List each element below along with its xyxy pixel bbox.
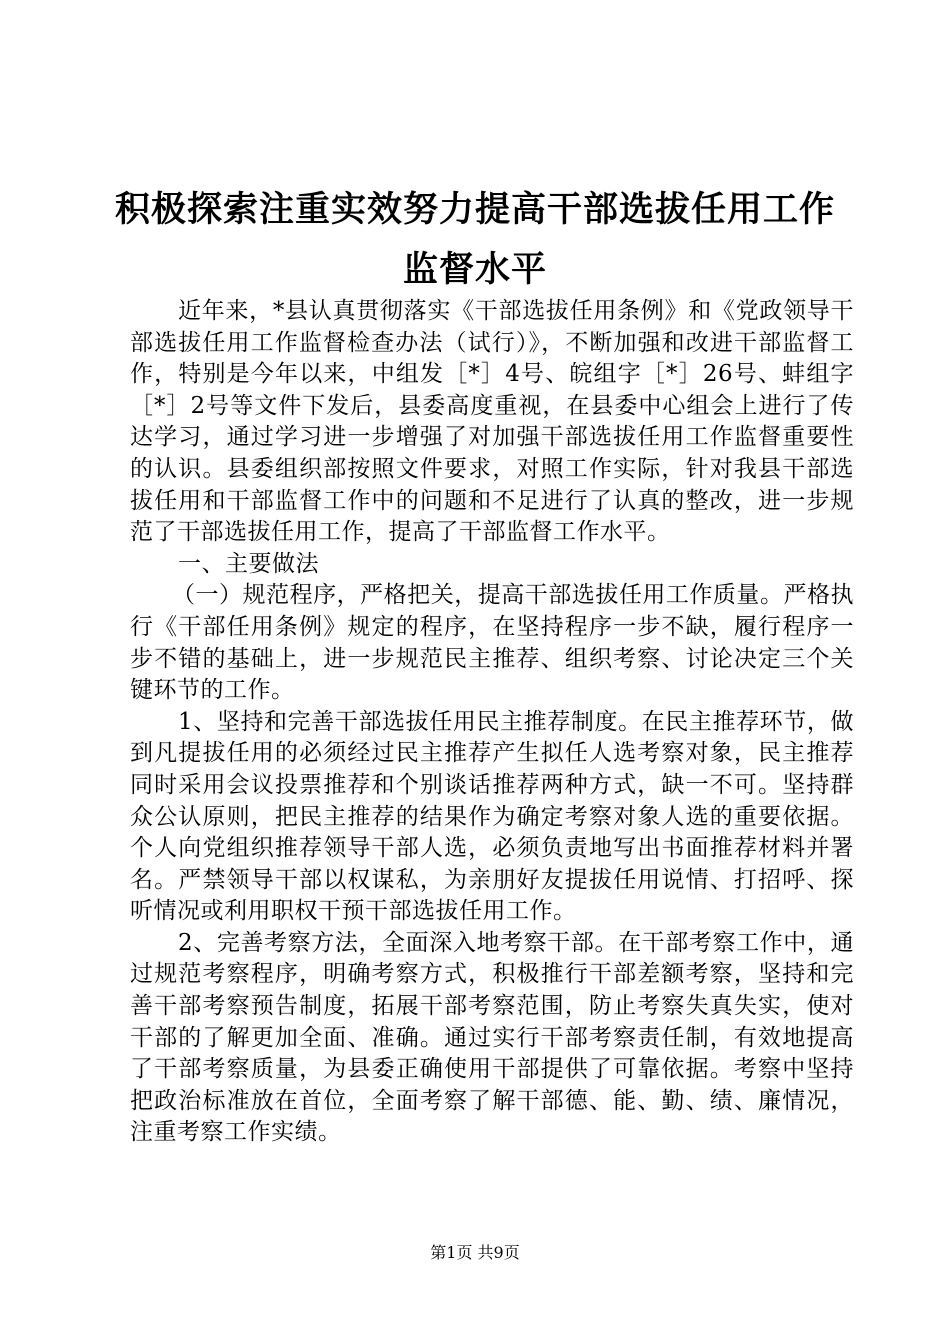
document-title-line-2: 监督水平 xyxy=(402,249,547,290)
document-body xyxy=(130,296,854,1149)
body-paragraph: 1、坚持和完善干部选拔任用民主推荐制度。在民主推荐环节，做到凡提拔任用的必须经过民主推荐产生拟任人选考察对象，民主推荐同时采用会议投票推荐和个别谈话推荐两种方式，缺一不可。坚持群众公认原则，把民主推荐的结果作为确定考察对象人选的重要依据。个人向党组织推荐领导干部人选，必须负责地写出书面推荐材料并署名。严禁领导干部以权谋私，为亲朋好友提拔任用说情、打招呼、探听情况或利用职权干预干部选拔任用工作。 xyxy=(130,708,854,925)
body-paragraph: 2、完善考察方法，全面深入地考察干部。在干部考察工作中，通过规范考察程序，明确考察方式，积极推行干部差额考察，坚持和完善干部考察预告制度，拓展干部考察范围，防止考察失真失实，使对干部的了解更加全面、准确。通过实行干部考察责任制，有效地提高了干部考察质量，为县委正确使用干部提供了可靠依据。考察中坚持把政治标准放在首位，全面考察了解干部德、能、勤、绩、廉情况，注重考察工作实绩。 xyxy=(130,929,854,1146)
document-title-line-1: 积极探索注重实效努力提高干部选拔任用工作 xyxy=(114,189,835,230)
subsection-paragraph: （一）规范程序，严格把关，提高干部选拔任用工作质量。严格执行《干部任用条例》规定的程序，在坚持程序一步不缺，履行程序一步不错的基础上，进一步规范民主推荐、组织考察、讨论决定三个关键环节的工作。 xyxy=(130,582,854,704)
intro-paragraph: 近年来，*县认真贯彻落实《干部选拔任用条例》和《党政领导干部选拔任用工作监督检查办法（试行）》，不断加强和改进干部监督工作，特别是今年以来，中组发［*］4号、皖组字［*］26号、蚌组字［*］2号等文件下发后，县委高度重视，在县委中心组会上进行了传达学习，通过学习进一步增强了对加强干部选拔任用工作监督重要性的认识。县委组织部按照文件要求，对照工作实际，针对我县干部选拔任用和干部监督工作中的问题和不足进行了认真的整改，进一步规范了干部选拔任用工作，提高了干部监督工作水平。 xyxy=(130,298,854,546)
section-heading: 一、主要做法 xyxy=(178,550,319,577)
page-number-footer: 第1页 共9页 xyxy=(430,1243,520,1262)
